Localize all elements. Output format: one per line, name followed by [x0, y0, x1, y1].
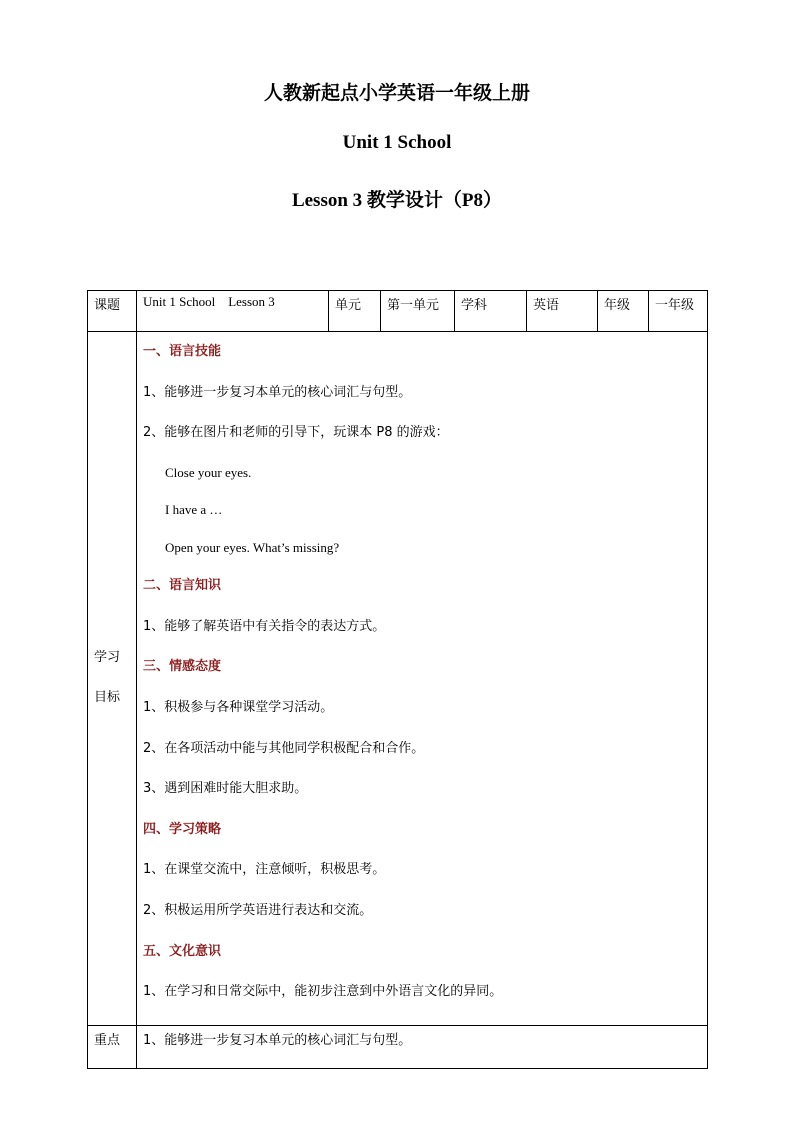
game-phrase: I have a …	[165, 502, 223, 518]
goal-item: 3、遇到困难时能大胆求助。	[143, 781, 308, 797]
lesson-plan-table	[87, 290, 708, 1069]
game-phrase: Close your eyes.	[165, 464, 252, 480]
topic-label: 课题	[88, 291, 137, 332]
topic-value: Unit 1 School Lesson 3	[137, 291, 329, 332]
goals-row	[88, 332, 708, 1026]
game-phrase: Open your eyes. What’s missing?	[165, 539, 340, 555]
subject-label: 学科	[455, 291, 527, 332]
key-point-label: 重点	[88, 1025, 137, 1068]
subject-value: 英语	[527, 291, 598, 332]
goal-item: 1、在课堂交流中，注意倾听，积极思考。	[143, 862, 386, 878]
section-heading-knowledge: 二、语言知识	[143, 578, 222, 594]
document-title: 人教新起点小学英语一年级上册	[263, 83, 530, 104]
unit-label: 单元	[329, 291, 381, 332]
section-heading-culture: 五、文化意识	[143, 943, 222, 959]
goal-item: 2、能够在图片和老师的引导下，玩课本 P8 的游戏：	[143, 425, 449, 441]
goals-label	[88, 332, 137, 1026]
goal-item: 1、积极参与各种课堂学习活动。	[143, 700, 334, 716]
section-heading-skills: 一、语言技能	[143, 344, 222, 359]
goal-item: 1、能够进一步复习本单元的核心词汇与句型。	[143, 384, 412, 400]
section-heading-strategy: 四、学习策略	[143, 821, 222, 837]
section-heading-attitude: 三、情感态度	[143, 659, 222, 675]
goal-item: 1、能够了解英语中有关指令的表达方式。	[143, 618, 386, 634]
key-point-row	[88, 1025, 708, 1068]
goals-content	[137, 332, 708, 1026]
goal-item: 2、在各项活动中能与其他同学积极配合和合作。	[143, 740, 425, 756]
unit-value: 第一单元	[381, 291, 455, 332]
grade-label: 年级	[598, 291, 649, 332]
goal-item: 1、在学习和日常交际中，能初步注意到中外语言文化的异同。	[143, 984, 503, 1000]
goals-label-line-1: 学习	[94, 650, 121, 666]
key-point-value: 1、能够进一步复习本单元的核心词汇与句型。	[137, 1025, 708, 1068]
grade-value: 一年级	[649, 291, 708, 332]
info-row	[88, 291, 708, 332]
lesson-title: Lesson 3 教学设计（P8）	[291, 190, 503, 211]
goal-item: 2、积极运用所学英语进行表达和交流。	[143, 903, 373, 919]
unit-title: Unit 1 School	[342, 132, 452, 153]
goals-label-line-2: 目标	[94, 690, 121, 706]
